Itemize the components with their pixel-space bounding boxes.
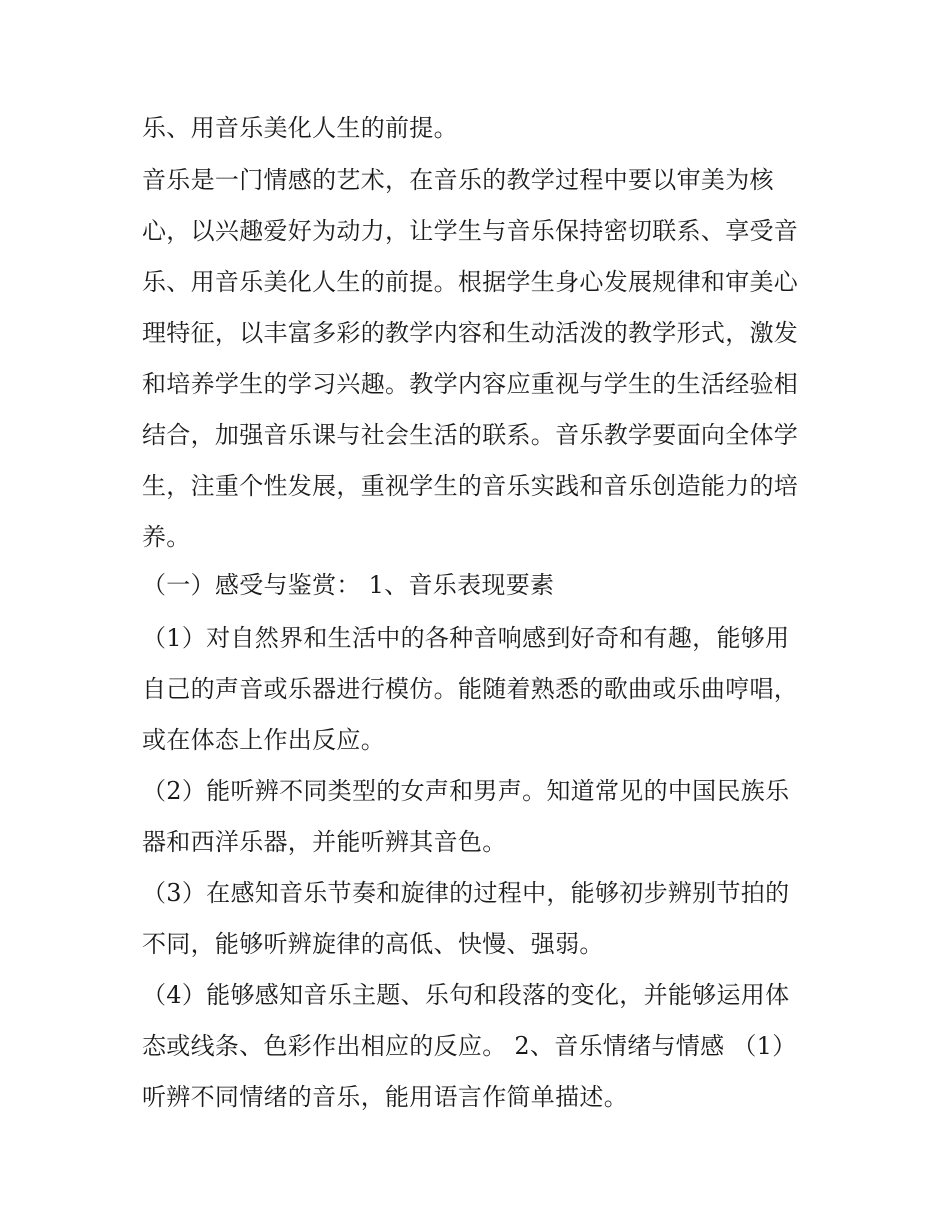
text-line: 乐、用音乐美化人生的前提。 <box>142 114 458 142</box>
text-line: 养。 <box>142 523 191 551</box>
text-line: 生，注重个性发展，重视学生的音乐实践和音乐创造能力的培 <box>142 472 799 500</box>
text-line: 自己的声音或乐器进行模仿。能随着熟悉的歌曲或乐曲哼唱， <box>142 675 799 703</box>
text-line: （4）能够感知音乐主题、乐句和段落的变化，并能够运用体 <box>142 981 790 1009</box>
text-line: 听辨不同情绪的音乐，能用语言作简单描述。 <box>142 1083 628 1111</box>
text-line: 或在体态上作出反应。 <box>142 726 385 754</box>
text-line: 心，以兴趣爱好为动力，让学生与音乐保持密切联系、享受音 <box>142 217 799 245</box>
text-line: （2）能听辨不同类型的女声和男声。知道常见的中国民族乐 <box>142 777 790 805</box>
text-line: 器和西洋乐器，并能听辨其音色。 <box>142 828 507 856</box>
text-line: （3）在感知音乐节奏和旋律的过程中，能够初步辨别节拍的 <box>142 879 790 907</box>
text-line: 乐、用音乐美化人生的前提。根据学生身心发展规律和审美心 <box>142 268 799 296</box>
text-line: 不同，能够听辨旋律的高低、快慢、强弱。 <box>142 930 604 958</box>
text-line: 态或线条、色彩作出相应的反应。 2、音乐情绪与情感 （1） <box>142 1032 797 1060</box>
section-heading: （一）感受与鉴赏： 1、音乐表现要素 <box>142 571 555 599</box>
text-line: 理特征，以丰富多彩的教学内容和生动活泼的教学形式，激发 <box>142 319 799 347</box>
text-line: 音乐是一门情感的艺术，在音乐的教学过程中要以审美为核 <box>142 166 774 194</box>
text-line: 结合，加强音乐课与社会生活的联系。音乐教学要面向全体学 <box>142 421 799 449</box>
text-line: （1）对自然界和生活中的各种音响感到好奇和有趣，能够用 <box>142 624 790 652</box>
text-line: 和培养学生的学习兴趣。教学内容应重视与学生的生活经验相 <box>142 370 799 398</box>
